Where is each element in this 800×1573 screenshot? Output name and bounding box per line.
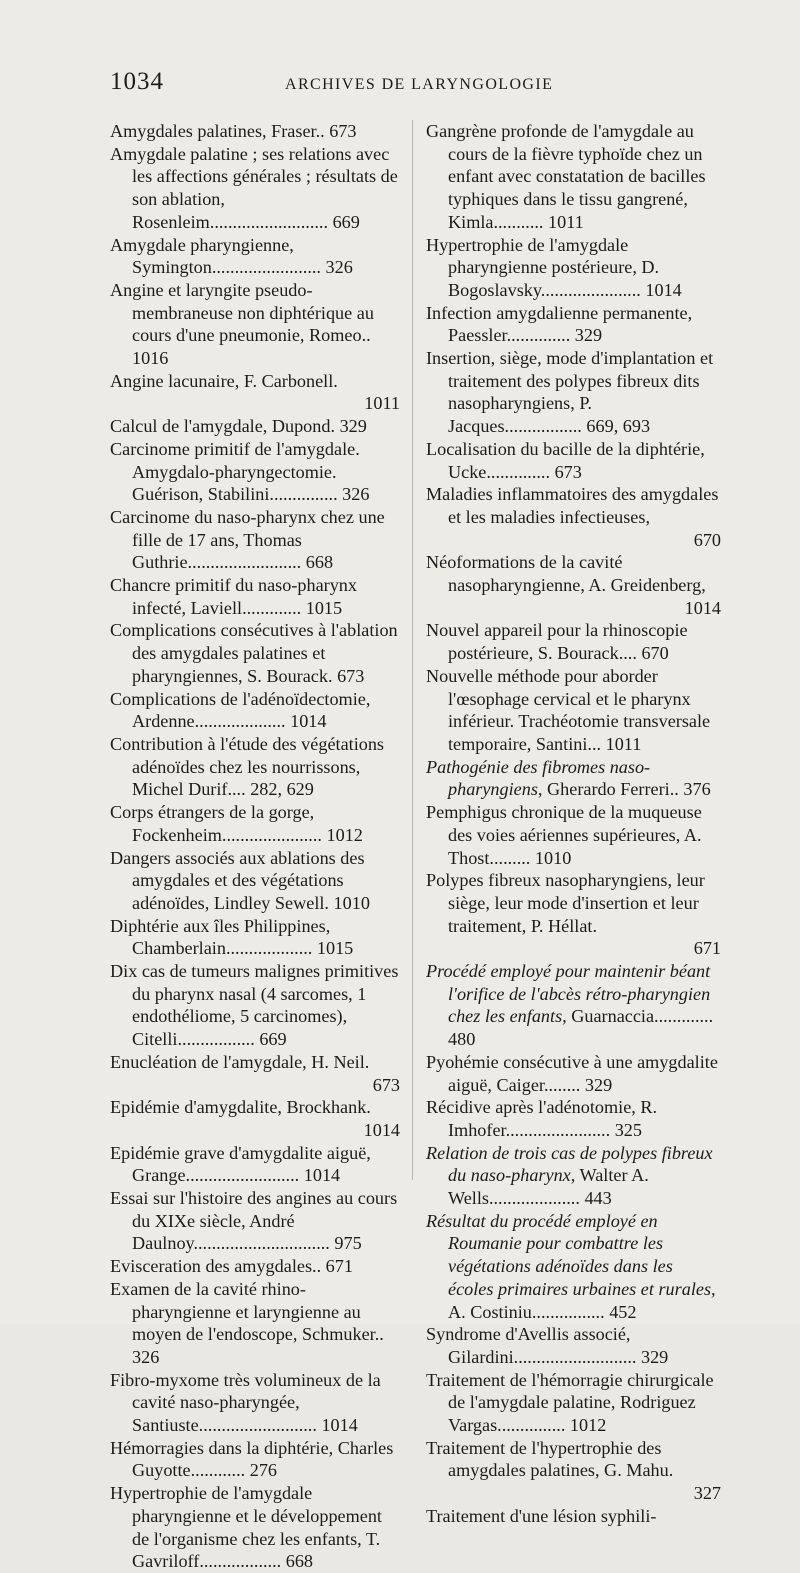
- entry-text: Hypertrophie de l'amygdale pharyngienne postérieure, D. Bogoslavsky......................: [426, 234, 660, 300]
- entry-text: Angine lacunaire, F. Carbonell.: [110, 370, 338, 391]
- index-entry: [110, 1051, 400, 1096]
- index-entry: [426, 120, 721, 234]
- entry-text: Gangrène profonde de l'amygdale au cours de la fièvre typhoïde chez un enfant avec constatation de bacilles typhiques dans le tissu gangrené, Kimla...........: [426, 121, 706, 232]
- index-entry: [110, 960, 400, 1051]
- index-entry: [426, 1051, 721, 1096]
- index-entry: [110, 234, 400, 279]
- entry-text: Angine et laryngite pseudo-membraneuse non diphtérique au cours d'une pneumonie, Romeo..: [110, 279, 374, 346]
- index-entry: [110, 1437, 400, 1482]
- index-entry: [426, 302, 721, 347]
- index-entry: [110, 847, 400, 915]
- index-entry: [110, 1255, 400, 1278]
- entry-text: Complications de l'adénoïdectomie, Ardenne....................: [110, 688, 371, 732]
- entry-text: Infection amygdalienne permanente, Paessler..............: [426, 302, 693, 346]
- entry-italic-title: Procédé employé pour maintenir béant l'orifice de l'abcès rétro-pharyngien chez les enfants,: [426, 961, 711, 1027]
- entry-page-ref: 671: [321, 1256, 353, 1277]
- index-entry: [110, 619, 400, 687]
- entry-italic-title: Résultat du procédé employé en Roumanie pour combattre les végétations adénoïdes dans les écoles primaires urbaines et rurales,: [426, 1210, 716, 1299]
- index-entry: [110, 1187, 400, 1255]
- index-entry: [110, 1142, 400, 1187]
- entry-page-ref: 1015: [312, 938, 354, 959]
- entry-page-ref: 452: [604, 1301, 637, 1322]
- index-entry: [426, 1210, 721, 1324]
- index-entry: [110, 688, 400, 733]
- entry-page-ref: 1014: [316, 1415, 358, 1436]
- entry-page-ref: 282, 629: [245, 779, 314, 800]
- entry-text: Traitement de l'hémorragie chirurgicale de l'amygdale palatine, Rodriguez Vargas...............: [426, 1369, 714, 1436]
- entry-page-ref: 670: [636, 643, 669, 664]
- index-entry: [426, 665, 721, 756]
- index-entry: [426, 1369, 721, 1437]
- entry-page-ref: 443: [579, 1188, 612, 1209]
- entry-page-ref: 673: [332, 665, 365, 686]
- entry-text: Guarnaccia.............: [566, 1006, 714, 1027]
- index-entry: [426, 801, 721, 869]
- index-entry: [426, 483, 721, 551]
- entry-page-ref: 668: [301, 552, 334, 573]
- entry-page-ref: 1015: [301, 597, 343, 618]
- index-entry: [110, 120, 400, 143]
- entry-text: Epidémie grave d'amygdalite aiguë, Grange.........................: [110, 1142, 371, 1186]
- entry-page-ref: 1012: [565, 1415, 607, 1436]
- entry-page-ref: 1014: [363, 1119, 400, 1140]
- entry-page-ref: 1014: [684, 597, 721, 618]
- entry-text: A. Costiniu................: [448, 1301, 605, 1322]
- entry-page-ref: 673: [550, 461, 582, 482]
- entry-page-ref: 673: [324, 121, 357, 141]
- entry-page-ref: 1014: [285, 711, 327, 732]
- right-index-column: [426, 120, 721, 1528]
- entry-page-ref: 673: [372, 1074, 400, 1095]
- index-entry: [110, 279, 400, 370]
- index-entry: [110, 1096, 400, 1141]
- entry-text: Nouvel appareil pour la rhinoscopie postérieure, S. Bourack....: [426, 620, 688, 664]
- entry-text: Complications consécutives à l'ablation des amygdales palatines et pharyngiennes, S. Bourack.: [110, 620, 398, 686]
- entry-text: Amygdales palatines, Fraser..: [110, 121, 325, 141]
- index-entry: [426, 960, 721, 1051]
- index-entry: [110, 415, 400, 438]
- entry-page-ref: 671: [693, 938, 721, 959]
- page-number: 1034: [110, 68, 164, 95]
- entry-text: Récidive après l'adénotomie, R. Imhofer.......................: [426, 1097, 658, 1140]
- entry-page-ref: 668: [281, 1551, 314, 1572]
- entry-text: Carcinome primitif de l'amygdale. Amygdalo-pharyngectomie. Guérison, Stabilini...............: [110, 438, 360, 505]
- entry-page-ref: 326: [320, 257, 353, 278]
- entry-page-ref: 480: [448, 1029, 476, 1050]
- index-entry: [110, 1482, 400, 1573]
- entry-page-ref: 1011: [601, 733, 642, 754]
- entry-page-ref: 329: [636, 1346, 669, 1367]
- entry-page-ref: 329: [570, 325, 603, 346]
- entry-italic-title: Pathogénie des fibromes naso-pharyngiens,: [426, 756, 651, 800]
- index-entry: [110, 1369, 400, 1437]
- entry-italic-title: Relation de trois cas de polypes fibreux du naso-pharynx,: [426, 1142, 713, 1186]
- index-entry: [426, 1505, 721, 1528]
- entry-text: Fibro-myxome très volumineux de la cavité naso-pharyngée, Santiuste..........................: [110, 1369, 381, 1436]
- entry-text: Polypes fibreux nasopharyngiens, leur siège, leur mode d'insertion et leur traitement, P. Héllat.: [426, 870, 705, 936]
- index-entry: [110, 733, 400, 801]
- entry-text: Contribution à l'étude des végétations adénoïdes chez les nourrissons, Michel Durif....: [110, 733, 385, 800]
- entry-page-ref: 669: [328, 211, 360, 232]
- entry-page-ref: 1010: [328, 892, 370, 913]
- entry-page-ref: 376: [678, 779, 711, 800]
- entry-text: Hémorragies dans la diphtérie, Charles Guyotte............: [110, 1437, 394, 1481]
- entry-page-ref: 975: [329, 1233, 362, 1254]
- entry-page-ref: 1012: [321, 824, 363, 845]
- index-entry: [426, 1096, 721, 1141]
- entry-page-ref: 329: [335, 416, 367, 437]
- entry-text: Pemphigus chronique de la muqueuse des voies aériennes supérieures, A. Thost.........: [426, 802, 702, 868]
- entry-page-ref: 326: [132, 1346, 160, 1367]
- entry-text: Hypertrophie de l'amygdale pharyngienne et le développement de l'organisme chez les enfants, T. Gavriloff..................: [110, 1483, 382, 1572]
- running-title: ARCHIVES DE LARYNGOLOGIE: [285, 76, 554, 93]
- entry-page-ref: 1014: [640, 279, 682, 300]
- entry-text: Syndrome d'Avellis associé, Gilardini...........................: [426, 1324, 637, 1367]
- index-entry: [426, 347, 721, 438]
- entry-text: Calcul de l'amygdale, Dupond.: [110, 416, 336, 437]
- index-entry: [110, 1278, 400, 1369]
- index-entry: [426, 438, 721, 483]
- column-divider: [412, 120, 413, 1180]
- entry-text: Enucléation de l'amygdale, H. Neil.: [110, 1051, 370, 1072]
- index-entry: [110, 915, 400, 960]
- entry-text: Nouvelle méthode pour aborder l'œsophage cervical et le pharynx inférieur. Trachéotomie transversale temporaire, Santini...: [426, 665, 711, 754]
- entry-text: Dix cas de tumeurs malignes primitives du pharynx nasal (4 sarcomes, 1 endothéliome, 5 carcinomes), Citelli.................: [110, 961, 399, 1050]
- index-entry: [110, 506, 400, 574]
- entry-page-ref: 1011: [543, 211, 584, 232]
- entry-text: Amygdale palatine ; ses relations avec les affections générales ; résultats de son ablation, Rosenleim..........................: [110, 143, 398, 232]
- entry-page-ref: 276: [245, 1460, 277, 1481]
- entry-page-ref: 1014: [299, 1165, 341, 1186]
- page-header: [110, 68, 750, 108]
- entry-page-ref: 325: [610, 1119, 642, 1140]
- entry-text: Examen de la cavité rhino-pharyngienne et laryngienne au moyen de l'endoscope, Schmuker..: [110, 1278, 384, 1345]
- entry-text: Chancre primitif du naso-pharynx infecté, Laviell.............: [110, 575, 357, 618]
- entry-text: Carcinome du naso-pharynx chez une fille de 17 ans, Thomas Guthrie.........................: [110, 506, 385, 573]
- entry-page-ref: 1016: [132, 348, 169, 369]
- entry-text: Insertion, siège, mode d'implantation et traitement des polypes fibreux dits nasopharyngiens, P. Jacques.................: [426, 348, 714, 437]
- entry-text: Dangers associés aux ablations des amygdales et des végétations adénoïdes, Lindley Sewell.: [110, 847, 365, 913]
- index-entry: [426, 619, 721, 664]
- index-entry: [110, 143, 400, 234]
- entry-text: Pyohémie consécutive à une amygdalite aiguë, Caiger........: [426, 1051, 718, 1095]
- entry-page-ref: 669: [254, 1029, 287, 1050]
- entry-text: Traitement d'une lésion syphili-: [426, 1505, 657, 1526]
- index-entry: [426, 869, 721, 960]
- entry-text: Néoformations de la cavité nasopharyngienne, A. Greidenberg,: [426, 552, 706, 596]
- entry-text: Gherardo Ferreri..: [542, 779, 679, 800]
- index-entry: [110, 370, 400, 415]
- entry-text: Maladies inflammatoires des amygdales et les maladies infectieuses,: [426, 484, 719, 527]
- entry-text: Diphtérie aux îles Philippines, Chamberlain...................: [110, 915, 331, 959]
- entry-page-ref: 327: [693, 1483, 721, 1504]
- entry-page-ref: 329: [580, 1074, 613, 1095]
- index-entry: [426, 1323, 721, 1368]
- entry-page-ref: 326: [337, 484, 370, 505]
- entry-text: Corps étrangers de la gorge, Fockenheim......................: [110, 802, 322, 845]
- entry-page-ref: 1011: [364, 393, 400, 414]
- entry-page-ref: 1010: [530, 847, 572, 868]
- index-entry: [426, 1437, 721, 1505]
- entry-text: Amygdale pharyngienne, Symington........................: [110, 234, 321, 278]
- index-entry: [110, 801, 400, 846]
- entry-text: Essai sur l'histoire des angines au cours du XIXe siècle, André Daulnoy..............................: [110, 1188, 398, 1254]
- index-entry: [426, 234, 721, 302]
- entry-text: Walter A. Wells....................: [448, 1165, 649, 1209]
- entry-text: Evisceration des amygdales..: [110, 1256, 322, 1277]
- index-entry: [110, 574, 400, 619]
- index-entry: [426, 1142, 721, 1210]
- entry-page-ref: 669, 693: [581, 416, 651, 437]
- index-entry: [426, 551, 721, 619]
- entry-text: Localisation du bacille de la diphtérie, Ucke..............: [426, 438, 705, 482]
- entry-text: Traitement de l'hypertrophie des amygdales palatines, G. Mahu.: [426, 1437, 674, 1481]
- entry-text: Epidémie d'amygdalite, Brockhank.: [110, 1097, 371, 1118]
- left-index-column: [110, 120, 400, 1573]
- index-entry: [110, 438, 400, 506]
- index-entry: [426, 756, 721, 801]
- entry-page-ref: 670: [693, 529, 721, 550]
